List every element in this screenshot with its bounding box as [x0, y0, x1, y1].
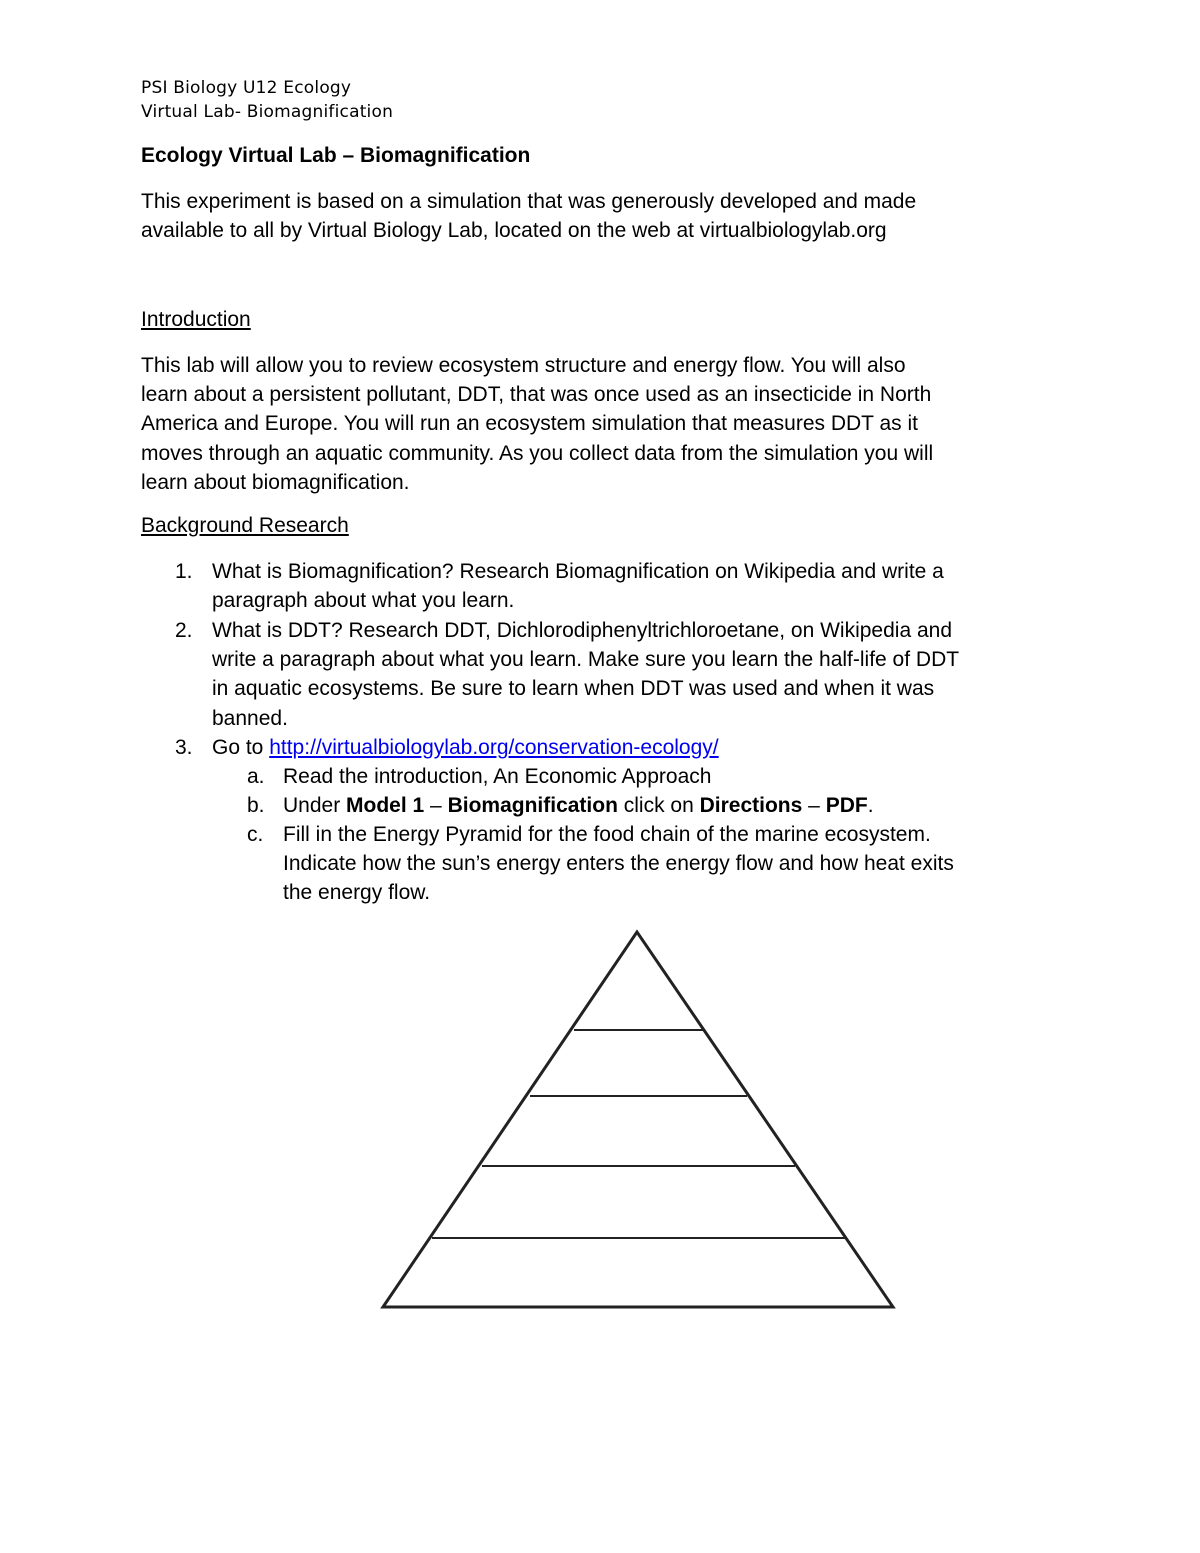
list-marker: 2. — [175, 619, 193, 642]
page-title: Ecology Virtual Lab – Biomagnification — [141, 144, 531, 167]
text-line: Indicate how the sun’s energy enters the energy flow and how heat exits — [283, 852, 954, 876]
text-line: America and Europe. You will run an ecosystem simulation that measures DDT as it — [141, 412, 918, 436]
text-line: available to all by Virtual Biology Lab, located on the web at virtualbiologylab.org — [141, 219, 887, 243]
header-course: PSI Biology U12 Ecology — [141, 78, 352, 98]
text-line: in aquatic ecosystems. Be sure to learn when DDT was used and when it was — [212, 677, 935, 701]
list-marker: 3. — [175, 736, 193, 759]
text-line: What is DDT? Research DDT, Dichlorodiphenyltrichloroetane, on Wikipedia and — [212, 619, 952, 642]
text-line: banned. — [212, 706, 288, 730]
text-line: Read the introduction, An Economic Approach — [283, 765, 712, 788]
introduction-heading: Introduction — [141, 308, 251, 331]
background-research-heading: Background Research — [141, 514, 349, 537]
text-segment: click on — [617, 794, 700, 817]
model-name: Biomagnification — [447, 794, 618, 817]
text-segment: . — [867, 794, 874, 817]
pyramid-outline — [383, 932, 893, 1307]
text-line: write a paragraph about what you learn. Make sure you learn the half-life of DDT — [212, 648, 960, 672]
go-to-text: Go to — [212, 736, 270, 759]
text-line: learn about biomagnification. — [141, 470, 410, 494]
text-line: moves through an aquatic community. As you collect data from the simulation you will — [141, 441, 934, 465]
text-line: paragraph about what you learn. — [212, 589, 515, 613]
list-marker: 1. — [175, 560, 193, 583]
text-line: the energy flow. — [283, 881, 431, 905]
text-segment: Under — [283, 794, 347, 817]
list-marker: c. — [247, 823, 264, 846]
header-lab-name: Virtual Lab- Biomagnification — [141, 102, 394, 122]
directions-label: Directions — [699, 794, 803, 817]
model-label: Model 1 — [346, 794, 425, 817]
text-line: This experiment is based on a simulation that was generously developed and made — [141, 190, 917, 213]
pdf-label: PDF — [825, 794, 868, 817]
text-line: learn about a persistent pollutant, DDT, that was once used as an insecticide in North — [141, 383, 932, 407]
text-line: What is Biomagnification? Research Biomagnification on Wikipedia and write a — [212, 560, 944, 583]
text-line: Fill in the Energy Pyramid for the food chain of the marine ecosystem. — [283, 823, 931, 846]
text-line: This lab will allow you to review ecosystem structure and energy flow. You will also — [141, 354, 906, 377]
list-marker: b. — [247, 794, 265, 817]
text-segment: – — [424, 794, 448, 817]
text-segment: – — [802, 794, 826, 817]
list-marker: a. — [247, 765, 265, 788]
virtual-biology-lab-link[interactable]: http://virtualbiologylab.org/conservation-ecology/ — [269, 736, 719, 759]
